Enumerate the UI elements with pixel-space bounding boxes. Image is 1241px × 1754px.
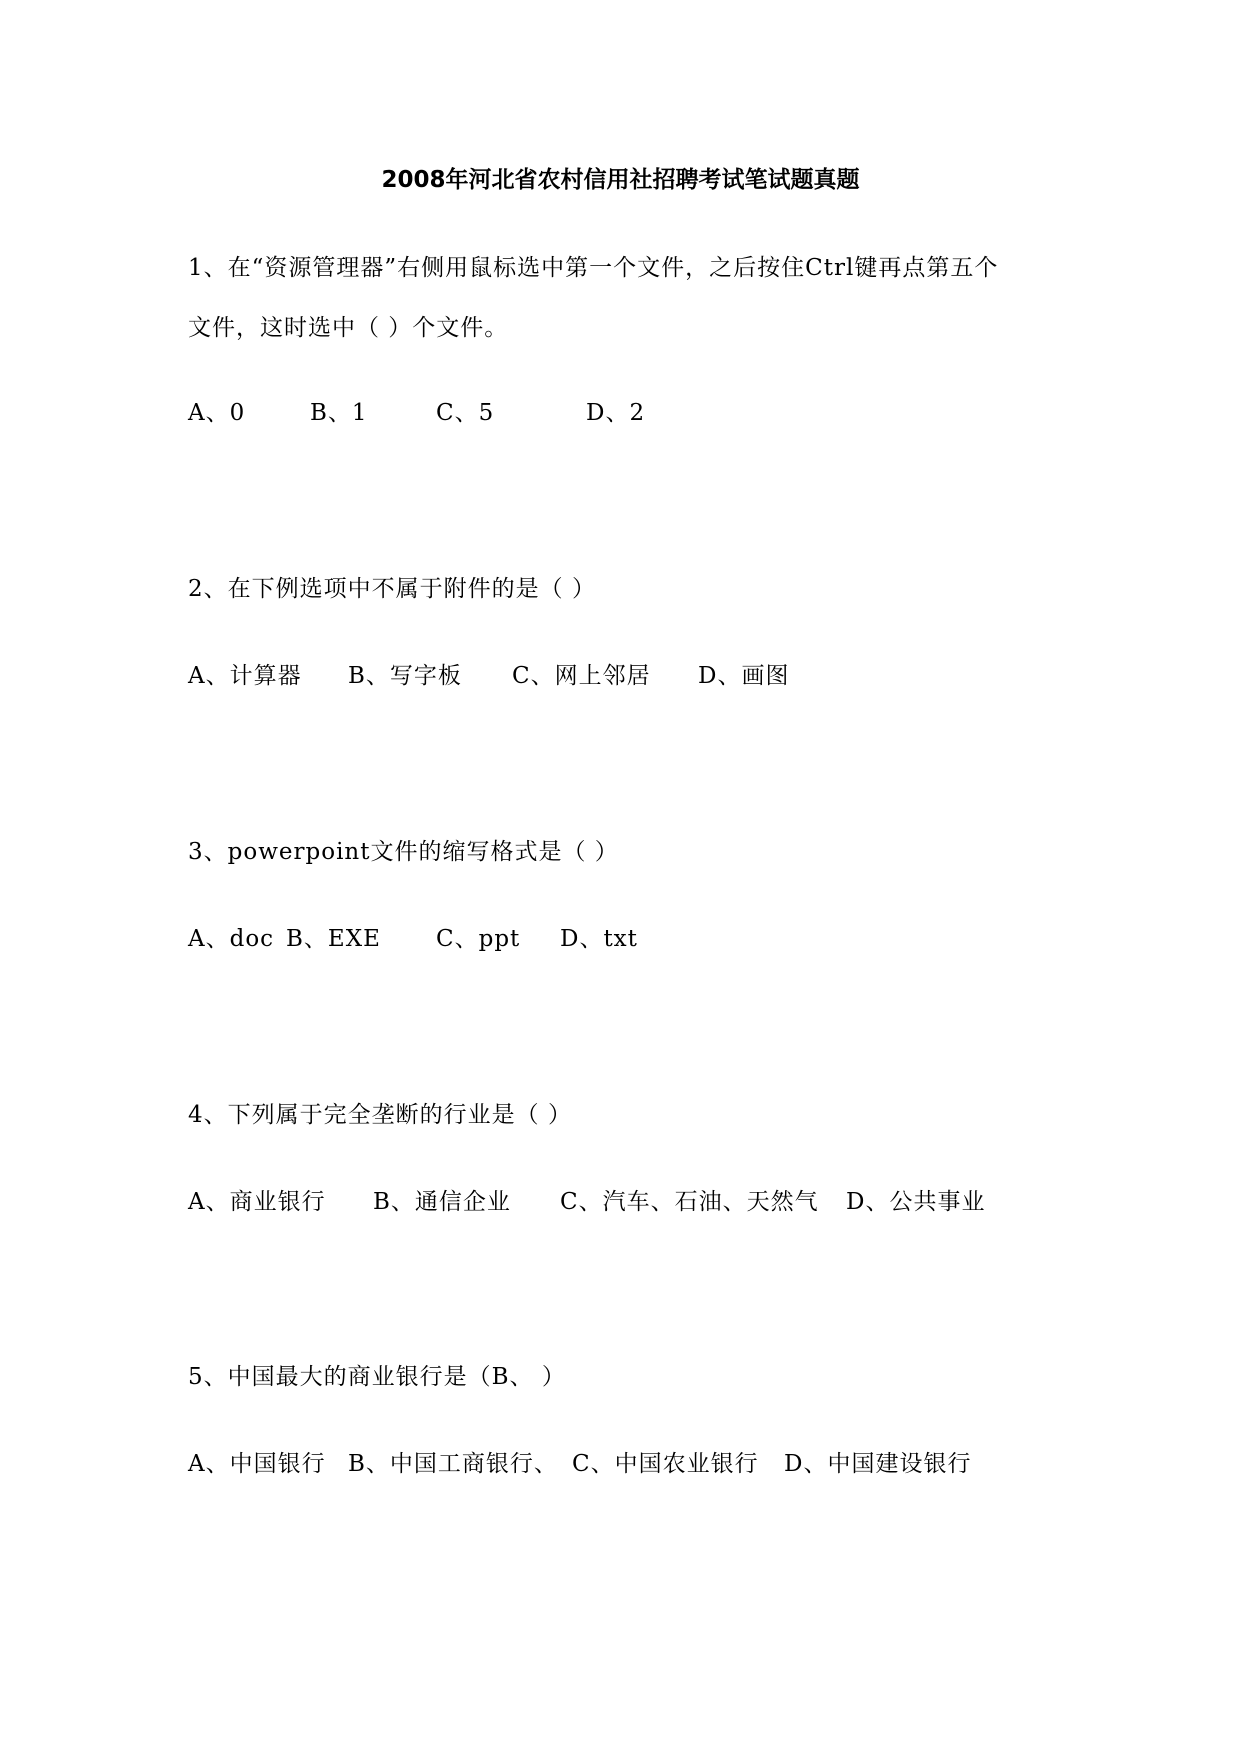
question-5-option-a: A、中国银行 [188, 1451, 326, 1477]
question-1-option-c: C、5 [436, 400, 495, 426]
question-1-options [188, 397, 1088, 429]
question-4-option-c: C、汽车、石油、天然气 [560, 1189, 819, 1215]
question-1-option-a: A、0 [188, 400, 246, 426]
question-5-option-d: D、中国建设银行 [784, 1451, 972, 1477]
question-3-options [188, 923, 1088, 955]
question-4-option-a: A、商业银行 [188, 1189, 326, 1215]
question-4-text: 4、下列属于完全垄断的行业是（ ） [188, 1102, 572, 1128]
question-2-option-c: C、网上邻居 [512, 663, 651, 689]
question-2-option-b: B、写字板 [348, 663, 462, 689]
question-4-option-d: D、公共事业 [846, 1189, 986, 1215]
question-4-option-b: B、通信企业 [373, 1189, 511, 1215]
document-title: 2008年河北省农村信用社招聘考试笔试题真题 [381, 167, 860, 193]
question-3-option-b: B、EXE [286, 926, 381, 952]
question-3-option-a: A、doc [188, 926, 275, 952]
question-1-text-line-1: 1、在“资源管理器”右侧用鼠标选中第一个文件，之后按住Ctrl键再点第五个 [188, 255, 999, 281]
question-2-option-a: A、计算器 [188, 663, 302, 689]
question-2-options [188, 660, 1088, 692]
question-3-option-d: D、txt [560, 926, 638, 952]
question-3-text: 3、powerpoint文件的缩写格式是（ ） [188, 839, 619, 865]
question-1-text-line-2: 文件，这时选中（ ）个文件。 [188, 315, 509, 341]
question-5-option-b: B、中国工商银行、 [348, 1451, 558, 1477]
question-2-option-d: D、画图 [698, 663, 790, 689]
question-2-text: 2、在下例选项中不属于附件的是（ ） [188, 576, 596, 602]
question-1-option-d: D、2 [586, 400, 646, 426]
question-5-options [188, 1448, 1088, 1480]
question-4-options [188, 1186, 1088, 1218]
question-3-option-c: C、ppt [436, 926, 521, 952]
question-1-option-b: B、1 [310, 400, 368, 426]
question-5-text: 5、中国最大的商业银行是（B、 ） [188, 1364, 566, 1390]
question-5-option-c: C、中国农业银行 [572, 1451, 759, 1477]
